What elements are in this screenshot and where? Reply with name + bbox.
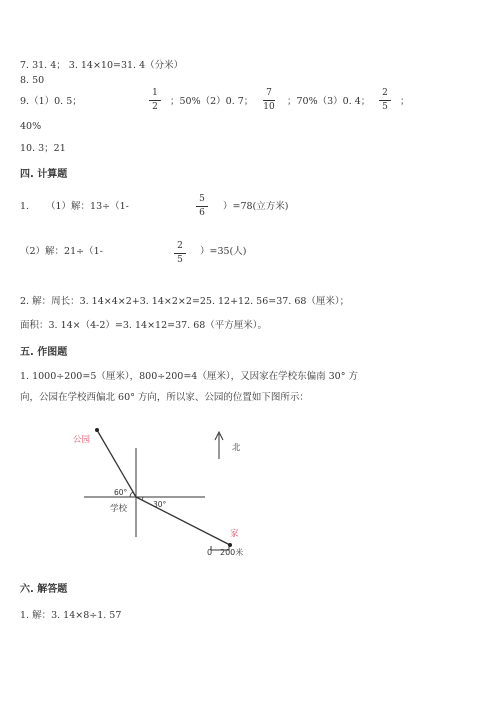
fraction-2-5-b: 2 5: [172, 241, 188, 266]
location-diagram: [0, 415, 260, 565]
section-heading-solving: 六. 解答题: [20, 584, 68, 595]
section-heading-drawing: 五. 作图题: [20, 347, 68, 358]
solving-answer-1: 1. 解：3. 14×8÷1. 57: [20, 610, 122, 621]
answer-10: 10. 3；21: [20, 143, 66, 154]
answer-9-mid1: ；50%（2）0. 7；: [170, 96, 254, 107]
fraction-2-5: 2 5: [377, 88, 393, 113]
fraction-5-6: 5 6: [194, 194, 210, 219]
calc-2-pre: （2）解：21÷（1-: [20, 246, 103, 257]
calc-1-label: 1.: [20, 201, 30, 212]
school-label: 学校: [110, 504, 128, 514]
answer-9-wrap: 40%: [20, 121, 42, 132]
north-label: 北: [232, 443, 241, 453]
answer-9-prefix: 9.（1）0. 5；: [20, 96, 82, 107]
answer-9-suffix: ；: [400, 96, 410, 107]
fraction-1-2: 1 2: [147, 88, 163, 113]
home-label: 家: [230, 529, 239, 539]
answer-2-perimeter: 2. 解：周长：3. 14×4×2+3. 14×2×2=25. 12+12. 56=37. 68（厘米）；: [20, 296, 350, 307]
drawing-text-line-2: 向，公园在学校西偏北 60° 方向，所以家、公园的位置如下图所示：: [20, 392, 309, 403]
scale-distance-label: 200米: [220, 548, 244, 557]
scale-zero-label: 0: [207, 548, 213, 557]
calc-2-post: ）=35(人): [200, 246, 247, 257]
drawing-text-line-1: 1. 1000÷200=5（厘米），800÷200=4（厘米），又因家在学校东偏南 30° 方: [20, 371, 358, 382]
fraction-7-10: 7 10: [263, 88, 275, 112]
angle-60-label: 60°: [114, 488, 128, 497]
section-heading-calculation: 四. 计算题: [20, 169, 68, 180]
answer-2-area: 面积：3. 14×（4-2）=3. 14×12=37. 68（平方厘米）。: [20, 320, 268, 331]
park-point: [95, 428, 99, 432]
school-to-park-line: [97, 430, 136, 497]
calc-1-post: ）=78(立方米): [223, 201, 289, 212]
calc-1-pre: （1）解：13÷（1-: [46, 201, 129, 212]
answer-8: 8. 50: [20, 75, 45, 86]
park-label: 公园: [73, 435, 91, 445]
school-to-home-line: [136, 497, 230, 545]
answer-7: 7. 31. 4； 3. 14×10=31. 4（分米）: [20, 60, 184, 71]
angle-30-label: 30°: [153, 500, 167, 509]
answer-9-mid2: ；70%（3）0. 4；: [287, 96, 371, 107]
angle-arc-60: [130, 492, 133, 497]
